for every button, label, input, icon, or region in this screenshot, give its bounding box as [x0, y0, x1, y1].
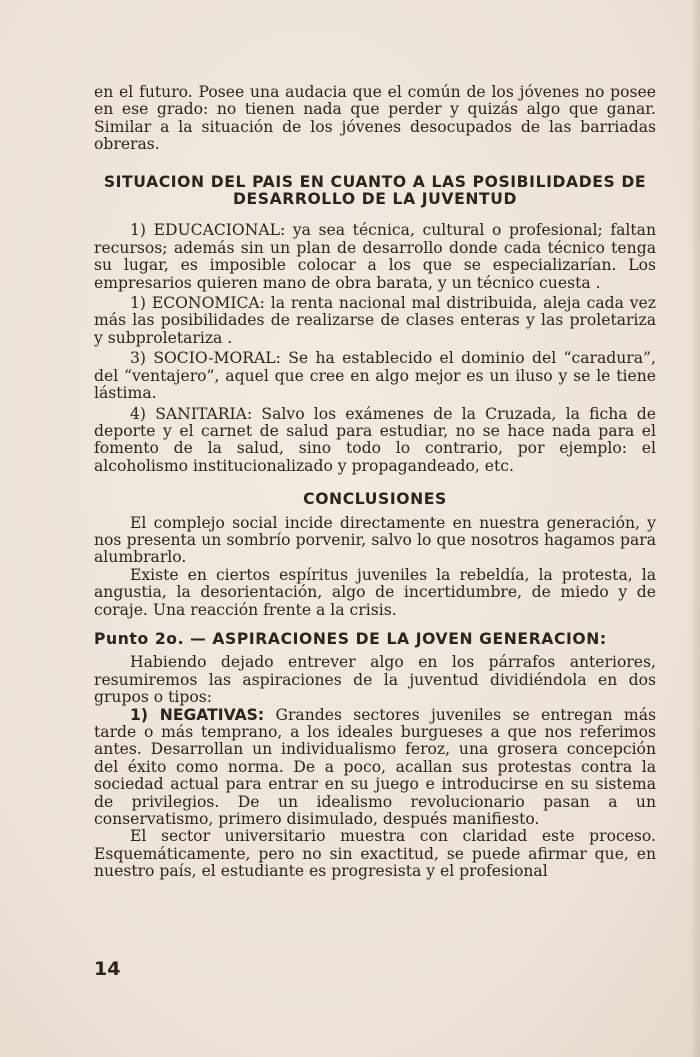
section-heading-punto-2: Punto 2o. — ASPIRACIONES DE LA JOVEN GENERACION:	[94, 629, 607, 648]
item-educacional: 1) EDUCACIONAL: ya sea técnica, cultural o profesional; faltan recursos; además sin un plan de desarrollo donde cada técnico tenga su lugar, es imposible colocar a los que se especializarían. Los empresarios quieren mano de obra barata, y un técnico cuesta .	[94, 221, 656, 292]
item-economica: 1) ECONOMICA: la renta nacional mal distribuida, aleja cada vez más las posibilidades de realizarse de clases enteras y las proletariza y subproletariza .	[94, 294, 656, 347]
page-number: 14	[94, 958, 121, 980]
negativas-paragraph	[94, 707, 656, 829]
aspiraciones-intro: Habiendo dejado entrever algo en los párrafos anteriores, resumiremos las aspiraciones de la juventud dividiéndola en dos grupos o tipos:	[94, 653, 656, 707]
page-edge-shadow	[690, 0, 700, 1057]
negativas-label: 1) NEGATIVAS:	[130, 705, 265, 724]
paragraph-continuation: en el futuro. Posee una audacia que el común de los jóvenes no posee en ese grado: no tienen nada que perder y quizás algo que ganar. Similar a la situación de los jóvenes desocupados de las barriadas obreras.	[94, 83, 656, 154]
item-socio-moral: 3) SOCIO-MORAL: Se ha establecido el dominio del “caradura”, del “ventajero”, aquel que cree en algo mejor es un iluso y se le tiene lástima.	[94, 349, 656, 403]
item-sanitaria: 4) SANITARIA: Salvo los exámenes de la Cruzada, la ficha de deporte y el carnet de salud para estudiar, no se hace nada para el fomento de la salud, sino todo lo contrario, por ejemplo: el alcoholismo institucionalizado y propagandeado, etc.	[94, 404, 656, 475]
universitario-paragraph: El sector universitario muestra con claridad este proceso. Esquemáticamente, pero no sin exactitud, se puede afirmar que, en nuestro país, el estudiante es progresista y el profesional	[94, 827, 656, 881]
section-heading-situacion: SITUACION DEL PAIS EN CUANTO A LAS POSIBILIDADES DE DESARROLLO DE LA JUVENTUD	[103, 172, 647, 209]
page-text	[94, 84, 656, 881]
conclusion-paragraph-2: Existe en ciertos espíritus juveniles la rebeldía, la protesta, la angustia, la desorientación, algo de incertidumbre, de miedo y de coraje. Una reacción frente a la crisis.	[94, 565, 656, 619]
conclusion-paragraph-1: El complejo social incide directamente en nuestra generación, y nos presenta un sombrío porvenir, salvo lo que nosotros hagamos para alumbrarlo.	[94, 513, 656, 567]
negativas-text: Grandes sectores juveniles se entregan más tarde o más temprano, a los ideales burgueses a que nos referimos antes. Desarrollan un individualismo feroz, una grosera concepción del éxito como norma. De a poco, acallan sus protestas contra la sociedad actual para entrar en su juego e introducirse en su sistema de privilegios. De un idealismo revolucionario pasan a un conservatismo, primero disimulado, después manifiesto.	[94, 705, 656, 829]
section-heading-conclusiones: CONCLUSIONES	[303, 490, 447, 509]
